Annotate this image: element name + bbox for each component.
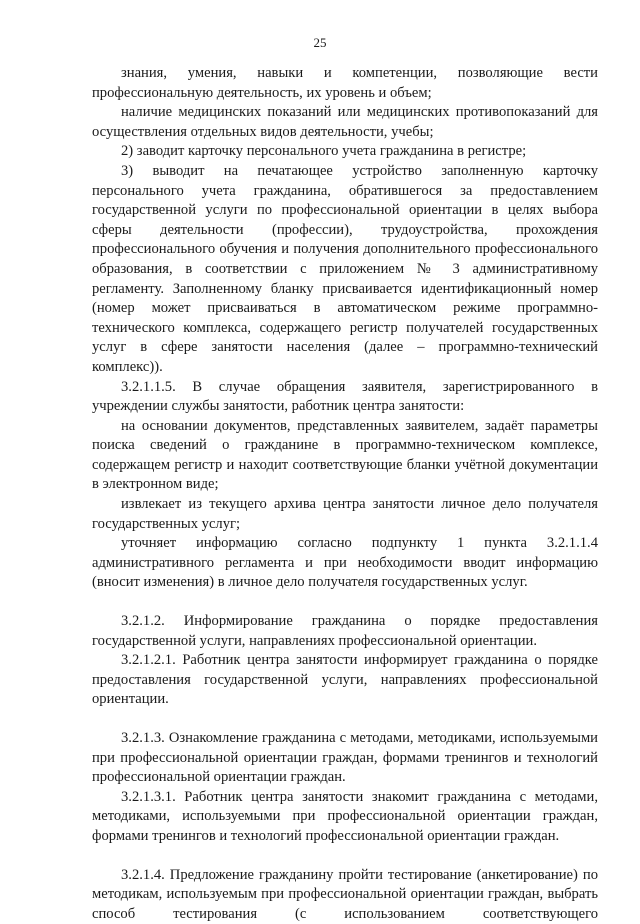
paragraph-3-2-1-2-1: 3.2.1.2.1. Работник центра занятости информирует гражданина о порядке предоставления государственной услуги, направлениях профессиональной ориентации. <box>92 652 598 708</box>
paragraph-3-2-1-1-5: 3.2.1.1.5. В случае обращения заявителя, зарегистрированного в учреждении службы занятости, работник центра занятости: <box>92 378 598 415</box>
paragraph-3-2-1-2: 3.2.1.2. Информирование гражданина о порядке предоставления государственной услуги, направлениях профессиональной ориентации. <box>92 613 598 649</box>
paragraph-step-3: 3) выводит на печатающее устройство заполненную карточку персонального учета гражданина, обратившегося за предоставлением государственной услуги по профессиональной ориентации в целях выбора сферы деятельности (профессии), трудоустройства, прохождения профессионального обучения и получения дополнительного профессионального образования, в соответствии с приложением № 3 административному регламенту. Заполненному бланку присваивается идентификационный номер (номер может присваиваться в автоматическом режиме программно-технического комплекса, содержащего регистр получателей государственных услуг в сфере занятости населения (далее – программно-технический комплекс)). <box>92 162 598 375</box>
document-body <box>92 64 598 924</box>
paragraph-3-2-1-3-1: 3.2.1.3.1. Работник центра занятости знакомит гражданина с методами, методиками, используемыми при профессиональной ориентации граждан, формами тренингов и технологий профессиональной ориентации граждан. <box>92 788 598 844</box>
paragraph-step-2: 2) заводит карточку персонального учета гражданина в регистре; <box>121 143 527 160</box>
paragraph-clarify-info: уточняет информацию согласно подпункту 1 пункта 3.2.1.1.4 административного регламента и при необходимости вводит информацию (вносит изменения) в личное дело получателя государственных услуг. <box>92 535 598 591</box>
paragraph-competencies: знания, умения, навыки и компетенции, позволяющие вести профессиональную деятельность, их уровень и объем; <box>92 65 598 101</box>
paragraph-extract-archive: извлекает из текущего архива центра занятости личное дело получателя государственных услуг; <box>92 496 598 532</box>
paragraph-search-parameters: на основании документов, представленных заявителем, задаёт параметры поиска сведений о гражданине в программно-техническом комплексе, содержащем регистр и находит соответствующие бланки учётной документации в электронном виде; <box>92 417 598 493</box>
paragraph-3-2-1-4: 3.2.1.4. Предложение гражданину пройти тестирование (анкетирование) по методикам, используемым при профессиональной ориентации граждан, выбрать способ тестирования (с использованием соответствующего <box>92 866 598 922</box>
paragraph-3-2-1-3: 3.2.1.3. Ознакомление гражданина с методами, методиками, используемыми при профессиональной ориентации граждан, формами тренингов и технологий профессиональной ориентации граждан. <box>92 730 598 786</box>
page-number: 25 <box>313 35 327 50</box>
paragraph-medical-indications: наличие медицинских показаний или медицинских противопоказаний для осуществления отдельных видов деятельности, учебы; <box>92 104 598 140</box>
